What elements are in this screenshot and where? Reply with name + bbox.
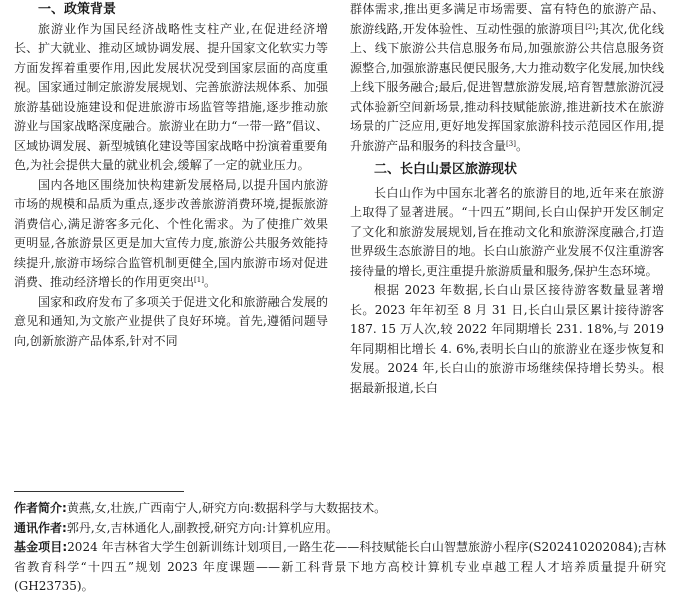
paragraph-status-2: 根据 2023 年数据,长白山景区接待游客数量显著增长。2023 年年初至 8 月 31 日,长白山景区累计接待游客 187. 15 万人次,较 2022 年同期增长 231. 18%,与 2019 年同期相比增长 4. 6%,表明长白山的旅游业在逐步恢复和发展。2024 年,长白山的旅游市场继续保持增长势头。根据最新报道,长白: [350, 283, 664, 395]
section-heading-status: 二、长白山景区旅游现状: [374, 162, 518, 177]
footnotes: [14, 499, 666, 597]
footnote-author: [14, 499, 666, 519]
citation-3[interactable]: [3]: [506, 139, 516, 148]
footnote-funding-label: 基金项目:: [14, 540, 68, 554]
footnote-funding-text: 2024 年吉林省大学生创新训练计划项目,一路生花——科技赋能长白山智慧旅游小程序(S202410202084);吉林省教育科学“十四五”规划 2023 年度课题——新工科背景下地方高校计算机专业卓越工程人才培养质量提升研究(GH23735)。: [14, 540, 666, 593]
citation-2[interactable]: [2]: [585, 22, 596, 31]
paragraph-policy-2: [14, 176, 328, 293]
footnote-divider: [14, 491, 184, 492]
footnote-corresponding-text: 郭丹,女,吉林通化人,副教授,研究方向:计算机应用。: [66, 520, 339, 535]
footnote-author-label: 作者简介:: [14, 501, 67, 515]
paragraph-policy-3-cont-b: ;其次,优化线上、线下旅游公共信息服务布局,加强旅游公共信息服务资源整合,加强旅游惠民便民服务,大力推动数字化发展,加快线上线下服务融合;最后,促进智慧旅游发展,培育智慧旅游沉浸式体验新空间新场景,推动科技赋能旅游,推进新技术在旅游场景的广泛应用,更好地发挥国家旅游科技示范园区作用,提升旅游产品和服务的科技含量: [350, 21, 664, 153]
section-heading-policy: 一、政策背景: [38, 2, 117, 17]
footnote-corresponding-label: 通讯作者:: [14, 520, 67, 535]
paragraph-policy-1: 旅游业作为国民经济战略性支柱产业,在促进经济增长、扩大就业、推动区域协调发展、提升国家文化软实力等方面发挥着重要作用,因此发展状况受到国家层面的高度重视。国家通过制定旅游发展规划、完善旅游法规体系、加强旅游基础设施建设和促进旅游市场监管等措施,逐步推动旅游业与国家战略深度融合。旅游业在助力“一带一路”倡议、区域协调发展、新型城镇化建设等国家战略中扮演着重要角色,为社会提供大量的就业机会,缓解了一定的就业压力。: [14, 21, 328, 172]
footnote-corresponding: [14, 519, 666, 539]
right-column: [350, 0, 664, 398]
paragraph-policy-2-end: 。: [203, 275, 216, 289]
paragraph-policy-3: 国家和政府发布了多项关于促进文化和旅游融合发展的意见和通知,为文旅产业提供了良好环境。首先,遵循问题导向,创新旅游产品体系,针对不同: [14, 294, 328, 348]
citation-1[interactable]: [1]: [194, 276, 204, 284]
left-column: [14, 0, 328, 351]
footnote-author-text: 黄燕,女,壮族,广西南宁人,研究方向:数据科学与大数据技术。: [66, 501, 387, 515]
paragraph-policy-3-cont: [350, 0, 664, 156]
paragraph-policy-2-text: 国内各地区围绕加快构建新发展格局,以提升国内旅游市场的规模和品质为重点,逐步改善旅游消费环境,提振旅游消费信心,满足游客多元化、个性化需求。为了使推广效果更明显,各旅游景区更是加大宣传力度,旅游公共服务效能持续提升,旅游市场综合监管机制更健全,国内旅游市场对促进消费、推动经济增长的作用更突出: [14, 177, 328, 289]
paragraph-status-1: 长白山作为中国东北著名的旅游目的地,近年来在旅游上取得了显著进展。“十四五”期间,长白山保护开发区制定了文化和旅游发展规划,旨在推动文化和旅游深度融合,打造世界级生态旅游目的地。长白山旅游产业发展不仅注重游客接待量的增长,更注重提升旅游质量和服务,保护生态环境。: [350, 185, 664, 278]
paragraph-policy-3-end: 。: [515, 138, 528, 153]
paragraph-policy-3-cont-a: 群体需求,推出更多满足市场需要、富有特色的旅游产品、旅游线路,开发体验性、互动性强的旅游项目: [350, 2, 664, 36]
footnote-funding: [14, 538, 666, 597]
